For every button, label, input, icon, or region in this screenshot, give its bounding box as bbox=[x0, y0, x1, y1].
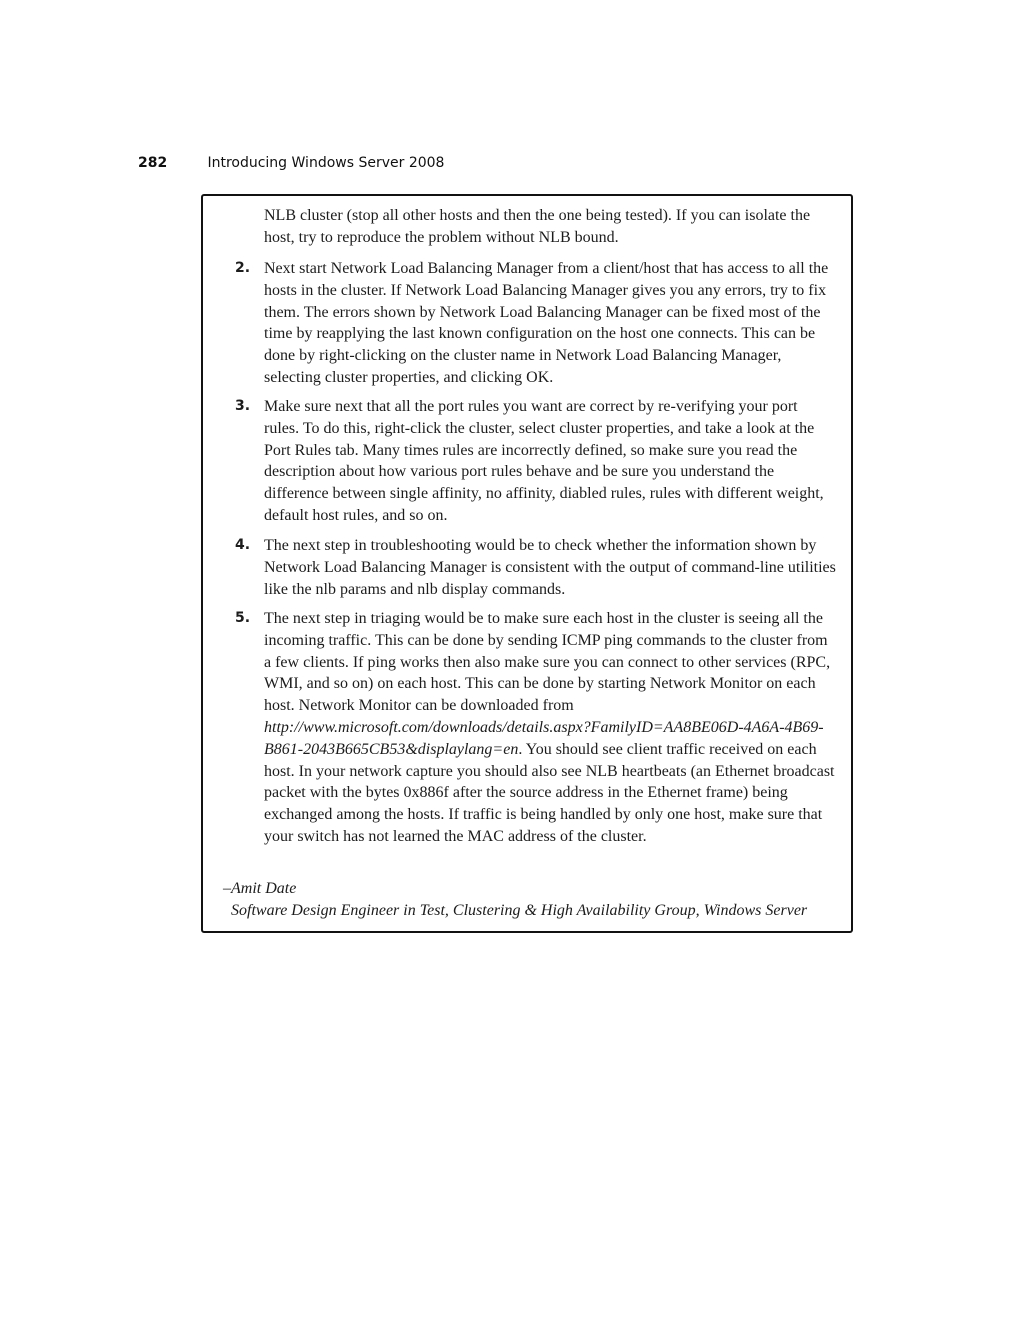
download-url-link[interactable]: http://www.microsoft.com/downloads/details.aspx?FamilyID=AA8BE06D-4A6A-4B69-B861-2043B665CB53&displaylang=en bbox=[264, 718, 824, 758]
author-name: –Amit Date bbox=[223, 880, 297, 897]
step-text-after: . You should see client traffic received on each host. In your network capture you should also see NLB heartbeats (an Ethernet broadcast packet with the bytes 0x886f after the source address in the Ethernet frame) being exchanged among the hosts. If traffic is being handled by only one host, make sure that your switch has not learned the MAC address of the cluster. bbox=[264, 740, 835, 845]
step-number: 2. bbox=[235, 260, 251, 276]
step-text: Make sure next that all the port rules you want are correct by re-verifying your port rules. To do this, right-click the cluster, select cluster properties, and take a look at the Port Rules tab. Many times rules are incorrectly defined, so make sure you read the description about how various port rules behave and be sure you understand the difference between single affinity, no affinity, diabled rules, rules with different weight, default host rules, and so on. bbox=[264, 398, 824, 524]
step-text: The next step in troubleshooting would be to check whether the information shown by Network Load Balancing Manager is consistent with the output of command-line utilities like the nlb params and nlb display commands. bbox=[264, 537, 836, 598]
step-number: 4. bbox=[235, 537, 251, 553]
step-text bbox=[264, 608, 836, 848]
running-head bbox=[138, 155, 444, 171]
sidebar-box bbox=[201, 194, 853, 933]
book-title: Introducing Windows Server 2008 bbox=[207, 155, 445, 171]
step-text-before: The next step in triaging would be to make sure each host in the cluster is seeing all the incoming traffic. This can be done by sending ICMP ping commands to the cluster from a few clients. If ping works then also make sure you can connect to other services (RPC, WMI, and so on) on each host. This can be done by starting Network Monitor on each host. Network Monitor can be downloaded from bbox=[264, 610, 831, 715]
step-number: 5. bbox=[235, 610, 251, 626]
page-number: 282 bbox=[138, 155, 168, 171]
step-number: 3. bbox=[235, 398, 251, 414]
author-title: Software Design Engineer in Test, Clustering & High Availability Group, Windows Server bbox=[231, 902, 808, 919]
continuation-paragraph: NLB cluster (stop all other hosts and then the one being tested). If you can isolate the host, try to reproduce the problem without NLB bound. bbox=[264, 207, 811, 246]
step-text: Next start Network Load Balancing Manager from a client/host that has access to all the hosts in the cluster. If Network Load Balancing Manager gives you any errors, try to fix them. The errors shown by Network Load Balancing Manager can be fixed most of the time by reapplying the last known configuration on the host one connects. This can be done by right-clicking on the cluster name in Network Load Balancing Manager, selecting cluster properties, and clicking OK. bbox=[264, 260, 829, 386]
